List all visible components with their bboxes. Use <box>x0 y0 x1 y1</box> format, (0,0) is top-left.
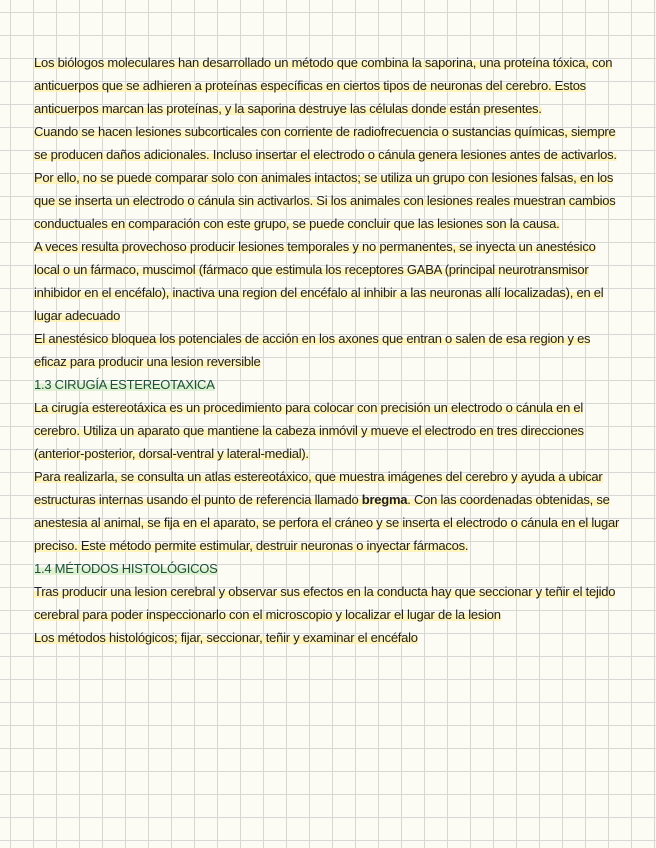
paragraph-seccionar-tenir <box>34 580 624 626</box>
paragraph-lesiones-subcorticales <box>34 120 624 235</box>
heading-text: 1.3 CIRUGÍA ESTEREOTAXICA <box>34 377 215 392</box>
section-heading-metodos-histologicos <box>34 557 624 580</box>
bregma-term: bregma <box>361 492 408 507</box>
paragraph-text: Tras producir una lesion cerebral y observar sus efectos en la conducta hay que seccionar y teñir el tejido cerebral para poder inspeccionarlo con el microscopio y localizar el lugar de la lesion <box>34 584 616 622</box>
paragraph-text: La cirugía estereotáxica es un procedimiento para colocar con precisión un electrodo o cánula en el cerebro. Utiliza un aparato que mantiene la cabeza inmóvil y mueve el electrodo en tres direcciones (anterior-posterior, dorsal-ventral y lateral-medial). <box>34 400 584 461</box>
paragraph-saporina <box>34 51 624 120</box>
paragraph-lesiones-temporales <box>34 235 624 327</box>
paragraph-metodos-histologicos <box>34 626 624 649</box>
heading-text: 1.4 MÉTODOS HISTOLÓGICOS <box>34 561 218 576</box>
paragraph-text: Cuando se hacen lesiones subcorticales con corriente de radiofrecuencia o sustancias químicas, siempre se producen daños adicionales. Incluso insertar el electrodo o cánula genera lesiones antes de activarlos. Por ello, no se puede comparar solo con animales intactos; se utiliza un grupo con lesiones falsas, en los que se inserta un electrodo o cánula sin activarlos. Si los animales con lesiones reales muestran cambios conductuales en comparación con este grupo, se puede concluir que las lesiones son la causa. <box>34 124 617 231</box>
paragraph-text: Los biólogos moleculares han desarrollado un método que combina la saporina, una proteína tóxica, con anticuerpos que se adhieren a proteínas específicas en ciertos tipos de neuronas del cerebro. Estos anticuerpos marcan las proteínas, y la saporina destruye las células donde están presentes. <box>34 55 613 116</box>
notes-content <box>34 51 624 649</box>
paragraph-atlas-estereotaxico <box>34 465 624 557</box>
paragraph-anestesico <box>34 327 624 373</box>
paragraph-text-part: . Con las coordenadas obtenidas, se anestesia al animal, se fija en el aparato, se perfora el cráneo y se inserta el electrodo o cánula en el lugar preciso. Este método permite estimular, destruir neuronas o inyectar fármacos. <box>34 492 620 553</box>
paragraph-text: Los métodos histológicos; fijar, seccionar, teñir y examinar el encéfalo <box>34 630 418 645</box>
paragraph-text: El anestésico bloquea los potenciales de acción en los axones que entran o salen de esa region y es eficaz para producir una lesion reversible <box>34 331 591 369</box>
paragraph-cirugia-estereotaxica <box>34 396 624 465</box>
paragraph-text-part: Para realizarla, se consulta un atlas estereotáxico, que muestra imágenes del cerebro y ayuda a ubicar estructuras internas usando el punto de referencia llamado <box>34 469 603 507</box>
section-heading-cirugia-estereotaxica <box>34 373 624 396</box>
paragraph-text <box>34 469 619 553</box>
paragraph-text: A veces resulta provechoso producir lesiones temporales y no permanentes, se inyecta un anestésico local o un fármaco, muscimol (fármaco que estimula los receptores GABA (principal neurotransmisor inhibidor en el encéfalo), inactiva una region del encéfalo al inhibir a las neuronas allí localizadas), en el lugar adecuado <box>34 239 604 323</box>
